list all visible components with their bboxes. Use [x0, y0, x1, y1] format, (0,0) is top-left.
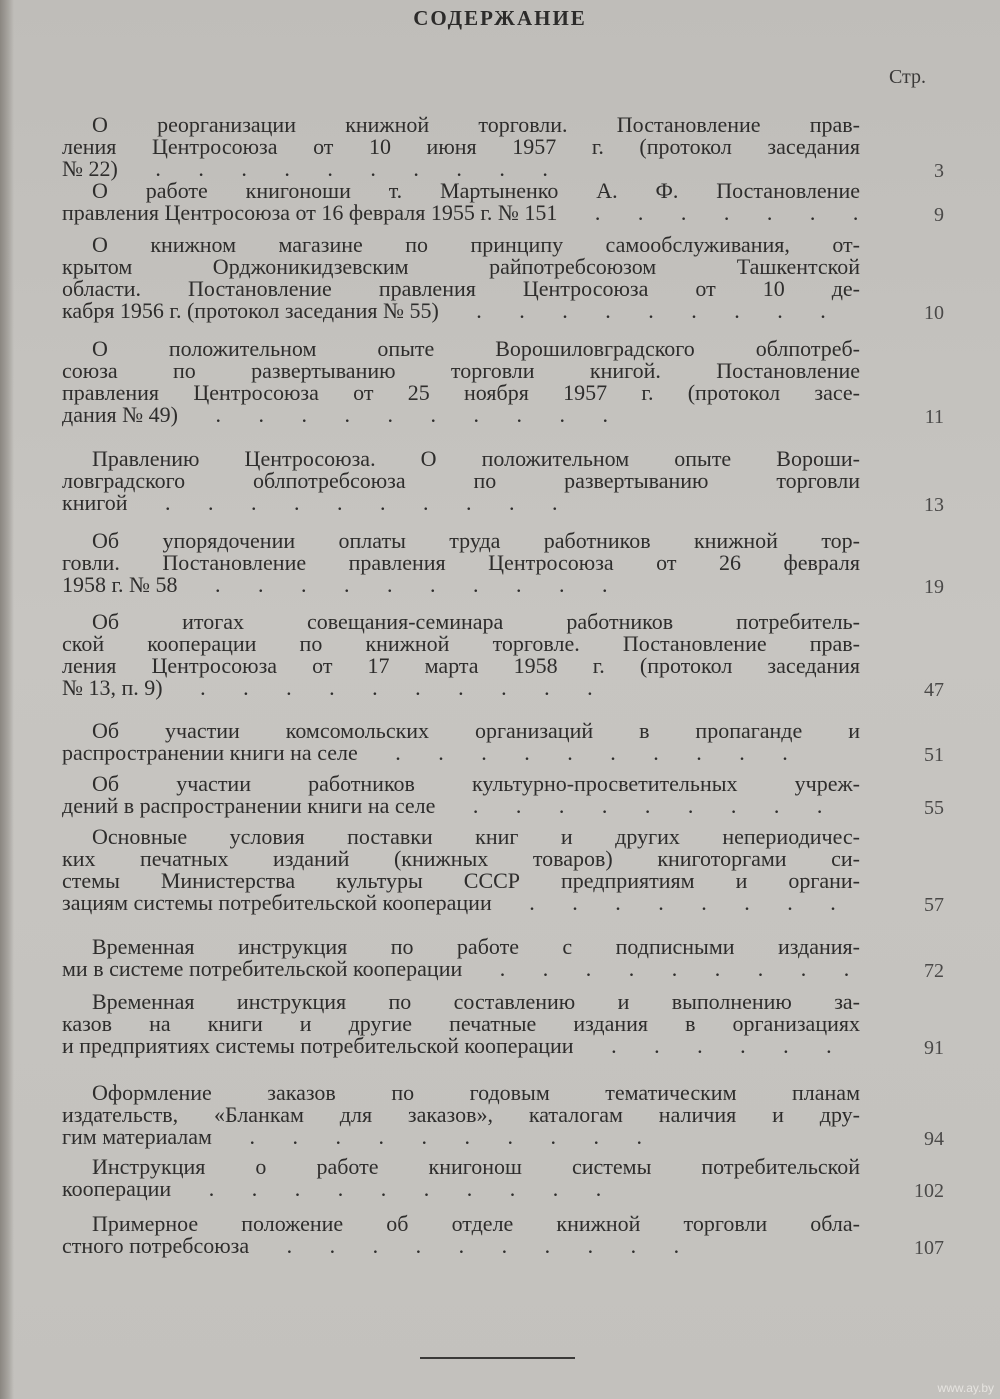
- toc-entry: [62, 1156, 860, 1200]
- toc-entry-line: кооперации: [62, 1176, 172, 1201]
- toc-page-number: 94: [924, 1128, 944, 1150]
- page-column-label: Стр.: [888, 66, 926, 88]
- toc-entry-line: ления Центросоюза от 10 июня 1957 г. (протокол заседания: [62, 134, 860, 159]
- leader-dots: . . . . . . . . . .: [357, 740, 788, 765]
- toc-entry-line: дений в распространении книги на селе: [62, 793, 436, 818]
- toc-entry-line: крытом Орджоникидзевским райпотребсоюзом Ташкентской: [62, 254, 860, 279]
- toc-entry: [62, 991, 860, 1057]
- leader-dots: . . . . . . . . . .: [162, 675, 593, 700]
- toc-entry-line: О книжном магазине по принципу самообслуживания, от-: [92, 232, 860, 257]
- toc-entry-line: О работе книгоноши т. Мартыненко А. Ф. Постановление: [92, 178, 860, 203]
- toc-entry: [62, 114, 860, 180]
- toc-entry-line: О положительном опыте Ворошиловградского облпотреб-: [92, 336, 860, 361]
- toc-entry-line: зациям системы потребительской кооперации: [62, 890, 492, 915]
- toc-entry-line: издательств, «Бланкам для заказов», каталогам наличия и дру-: [62, 1102, 860, 1127]
- toc-entry-line: правления Центросоюза от 16 февраля 1955 г. № 151: [62, 200, 558, 225]
- closing-rule: [420, 1357, 575, 1359]
- toc-page-number: 72: [924, 960, 944, 982]
- toc-entry-line: кабря 1956 г. (протокол заседания № 55): [62, 298, 439, 323]
- toc-entry: [62, 180, 860, 224]
- toc-entry-line: Об итогах совещания-семинара работников потребитель-: [92, 609, 860, 634]
- leader-dots: . . . . . . .: [557, 200, 859, 225]
- toc-entry-line: книгой: [62, 490, 128, 515]
- leader-dots: . . . . . . . . .: [435, 793, 823, 818]
- toc-page-number: 57: [924, 894, 944, 916]
- toc-entry-line: № 22): [62, 156, 118, 181]
- toc-entry-line: ловградского облпотребсоюза по развертыванию торговли: [62, 468, 860, 493]
- toc-page-number: 10: [924, 302, 944, 324]
- toc-entry-line: Об участии комсомольских организаций в пропаганде и: [92, 718, 860, 743]
- toc-entry-line: распространении книги на селе: [62, 740, 358, 765]
- leader-dots: . . . . . . . . . .: [177, 402, 608, 427]
- toc-entry-line: стемы Министерства культуры СССР предприятиям и органи-: [62, 868, 860, 893]
- leader-dots: . . . . . . . . . .: [211, 1124, 642, 1149]
- toc-entry-line: Примерное положение об отделе книжной торговли обла-: [92, 1211, 860, 1236]
- toc-entry-line: 1958 г. № 58: [62, 572, 178, 597]
- toc-page-number: 107: [914, 1237, 944, 1259]
- leader-dots: . . . . . . . .: [491, 890, 836, 915]
- toc-entry-line: казов на книги и другие печатные издания в организациях: [62, 1011, 860, 1036]
- toc-entry-line: Временная инструкция по составлению и выполнению за-: [92, 989, 860, 1014]
- toc-page-number: 47: [924, 679, 944, 701]
- toc-entry-line: Временная инструкция по работе с подписными издания-: [92, 934, 860, 959]
- toc-entry-line: О реорганизации книжной торговли. Постановление прав-: [92, 112, 860, 137]
- toc-page-number: 51: [924, 744, 944, 766]
- toc-entry-line: союза по развертыванию торговли книгой. Постановление: [62, 358, 860, 383]
- toc-page-number: 13: [924, 494, 944, 516]
- toc-entry: [62, 611, 860, 699]
- toc-entry-line: Об участии работников культурно-просветительных учреж-: [92, 771, 860, 796]
- toc-entry-line: Об упорядочении оплаты труда работников книжной тор-: [92, 528, 860, 553]
- toc-page-number: 3: [934, 160, 944, 182]
- toc-entry-line: дания № 49): [62, 402, 178, 427]
- leader-dots: . . . . . . . . . .: [177, 572, 608, 597]
- toc-entry: [62, 936, 860, 980]
- leader-dots: . . . . . . . . .: [462, 956, 850, 981]
- toc-entry-line: Оформление заказов по годовым тематическим планам: [92, 1080, 860, 1105]
- leader-dots: . . . . . . . . . .: [127, 490, 558, 515]
- toc-entry: [62, 773, 860, 817]
- toc-entry: [62, 1213, 860, 1257]
- toc-entry: [62, 530, 860, 596]
- toc-entry-line: ких печатных изданий (книжных товаров) книготоргами си-: [62, 846, 860, 871]
- leader-dots: . . . . . . . . . .: [117, 156, 548, 181]
- toc-entry-line: и предприятиях системы потребительской кооперации: [62, 1033, 574, 1058]
- toc-entry-line: области. Постановление правления Центросоюза от 10 де-: [62, 276, 860, 301]
- leader-dots: . . . . . .: [573, 1033, 832, 1058]
- toc-entry: [62, 1082, 860, 1148]
- toc-entry-line: Инструкция о работе книгонош системы потребительской: [92, 1154, 860, 1179]
- toc-entry-line: гим материалам: [62, 1124, 212, 1149]
- leader-dots: . . . . . . . . . .: [249, 1233, 680, 1258]
- toc-entry-line: № 13, п. 9): [62, 675, 163, 700]
- watermark: www.ay.by: [937, 1381, 994, 1395]
- toc-entry-line: правления Центросоюза от 25 ноября 1957 г. (протокол засе-: [62, 380, 860, 405]
- toc-entry-line: ской кооперации по книжной торговле. Постановление прав-: [62, 631, 860, 656]
- toc-entry: [62, 720, 860, 764]
- toc-entry-line: Основные условия поставки книг и других непериодичес-: [92, 824, 860, 849]
- toc-page-number: 19: [924, 576, 944, 598]
- toc-entry-line: ми в системе потребительской кооперации: [62, 956, 463, 981]
- toc-entry-line: говли. Постановление правления Центросоюза от 26 февраля: [62, 550, 860, 575]
- leader-dots: . . . . . . . . . .: [171, 1176, 602, 1201]
- page-title: СОДЕРЖАНИЕ: [413, 6, 587, 30]
- toc-entry-line: стного потребсоюза: [62, 1233, 250, 1258]
- toc-entry: [62, 448, 860, 514]
- toc-entry-line: Правлению Центросоюза. О положительном опыте Вороши-: [92, 446, 860, 471]
- toc-page-number: 91: [924, 1037, 944, 1059]
- toc-page-number: 9: [934, 204, 944, 226]
- toc-page-number: 55: [924, 797, 944, 819]
- toc-entry: [62, 826, 860, 914]
- toc-page-number: 11: [924, 406, 944, 428]
- toc-entry: [62, 338, 860, 426]
- toc-entry: [62, 234, 860, 322]
- toc-page-number: 102: [914, 1180, 944, 1202]
- leader-dots: . . . . . . . . .: [438, 298, 826, 323]
- toc-entry-line: ления Центросоюза от 17 марта 1958 г. (протокол заседания: [62, 653, 860, 678]
